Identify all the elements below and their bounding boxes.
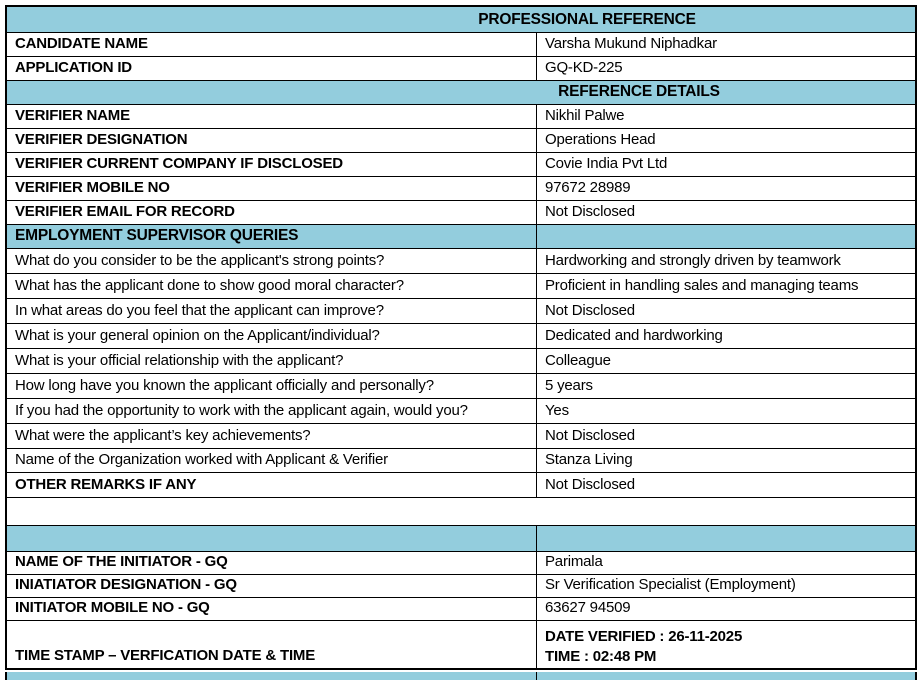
row-value-cell: Operations Head [545,131,656,148]
row-label-cell: What do you consider to be the applicant's strong points? [7,249,537,273]
empty-merged-cell [7,498,23,525]
row-label-cell: OTHER REMARKS IF ANY [7,473,537,497]
row-application-id [7,56,915,80]
row-value-cell: Not Disclosed [545,476,635,493]
row-query-improve [7,298,915,323]
banner-text: PROFESSIONAL REFERENCE [478,11,696,28]
row-verifier-email [7,200,915,224]
row-label-cell: VERIFIER EMAIL FOR RECORD [7,201,537,224]
row-value-cell: Colleague [545,352,611,369]
row-value-cell: Not Disclosed [545,203,635,220]
row-value-cell: Varsha Mukund Niphadkar [545,35,717,52]
banner-label [7,7,915,32]
row-label-cell: What has the applicant done to show good moral character? [7,274,537,298]
row-value-cell: Covie India Pvt Ltd [545,155,668,172]
row-timestamp [7,620,915,668]
row-value-cell: 97672 28989 [545,179,631,196]
row-verifier-designation [7,128,915,152]
row-label-cell: TIME STAMP – VERFICATION DATE & TIME [7,621,537,668]
empty-left-cell [7,526,537,551]
row-label-cell: If you had the opportunity to work with the applicant again, would you? [7,399,537,423]
row-other-remarks [7,472,915,497]
row-spacer-blank [7,497,915,525]
row-label-cell: VERIFIER DESIGNATION [7,129,537,152]
row-label-cell: How long have you known the applicant officially and personally? [7,374,537,398]
row-value-cell: Proficient in handling sales and managing teams [545,277,859,294]
row-label-cell: What is your official relationship with the applicant? [7,349,537,373]
row-verifier-name [7,104,915,128]
empty-right-cell [537,526,915,551]
row-value-cell: Nikhil Palwe [545,107,625,124]
row-candidate-name [7,32,915,56]
row-query-moral-character [7,273,915,298]
row-label-cell: NAME OF THE INITIATOR - GQ [7,552,537,574]
reference-table [5,5,917,670]
row-query-how-long-known [7,373,915,398]
row-query-strong-points [7,248,915,273]
row-value-cell [537,225,915,248]
row-spacer-blue [7,525,915,551]
row-label-cell: INITIATOR MOBILE NO - GQ [7,598,537,620]
timestamp-line: DATE VERIFIED : 26-11-2025 [545,628,743,645]
row-verifier-company [7,152,915,176]
row-label-cell: VERIFIER MOBILE NO [7,177,537,200]
row-initiator-name [7,551,915,574]
row-initiator-designation [7,574,915,597]
banner-label [7,81,915,104]
row-value-cell [537,621,915,668]
banner-professional-reference [7,7,915,32]
bottom-cutoff-left-cell [7,672,537,680]
bottom-cutoff-blue-row [5,672,917,680]
banner-reference-details [7,80,915,104]
row-label-cell: What were the applicant’s key achievements? [7,424,537,448]
row-initiator-mobile [7,597,915,620]
row-label-cell: Name of the Organization worked with Applicant & Verifier [7,449,537,472]
row-label-cell: VERIFIER NAME [7,105,537,128]
row-query-official-relationship [7,348,915,373]
timestamp-line: TIME : 02:48 PM [545,647,657,665]
row-value-cell: Parimala [545,553,603,570]
row-label-cell: What is your general opinion on the Applicant/individual? [7,324,537,348]
row-label-cell: EMPLOYMENT SUPERVISOR QUERIES [7,225,537,248]
row-query-key-achievements [7,423,915,448]
row-value-cell: Stanza Living [545,451,633,468]
row-organization-name [7,448,915,472]
section-employment-supervisor-queries [7,224,915,248]
row-label-cell: CANDIDATE NAME [7,33,537,56]
row-label-cell: APPLICATION ID [7,57,537,80]
row-verifier-mobile [7,176,915,200]
row-value-cell: Sr Verification Specialist (Employment) [545,576,796,593]
row-label-cell: VERIFIER CURRENT COMPANY IF DISCLOSED [7,153,537,176]
row-value-cell: 5 years [545,377,593,394]
row-query-general-opinion [7,323,915,348]
row-value-cell: Yes [545,402,569,419]
row-value-cell: GQ-KD-225 [545,59,623,76]
banner-text: REFERENCE DETAILS [558,83,720,100]
row-label-cell: In what areas do you feel that the applicant can improve? [7,299,537,323]
row-value-cell: Not Disclosed [545,302,635,319]
bottom-cutoff-right-cell [537,672,915,680]
row-value-cell: 63627 94509 [545,599,631,616]
row-query-work-again [7,398,915,423]
row-value-cell: Not Disclosed [545,427,635,444]
row-value-cell: Dedicated and hardworking [545,327,723,344]
row-label-cell: INIATIATOR DESIGNATION - GQ [7,575,537,597]
row-value-cell: Hardworking and strongly driven by teamwork [545,252,841,269]
